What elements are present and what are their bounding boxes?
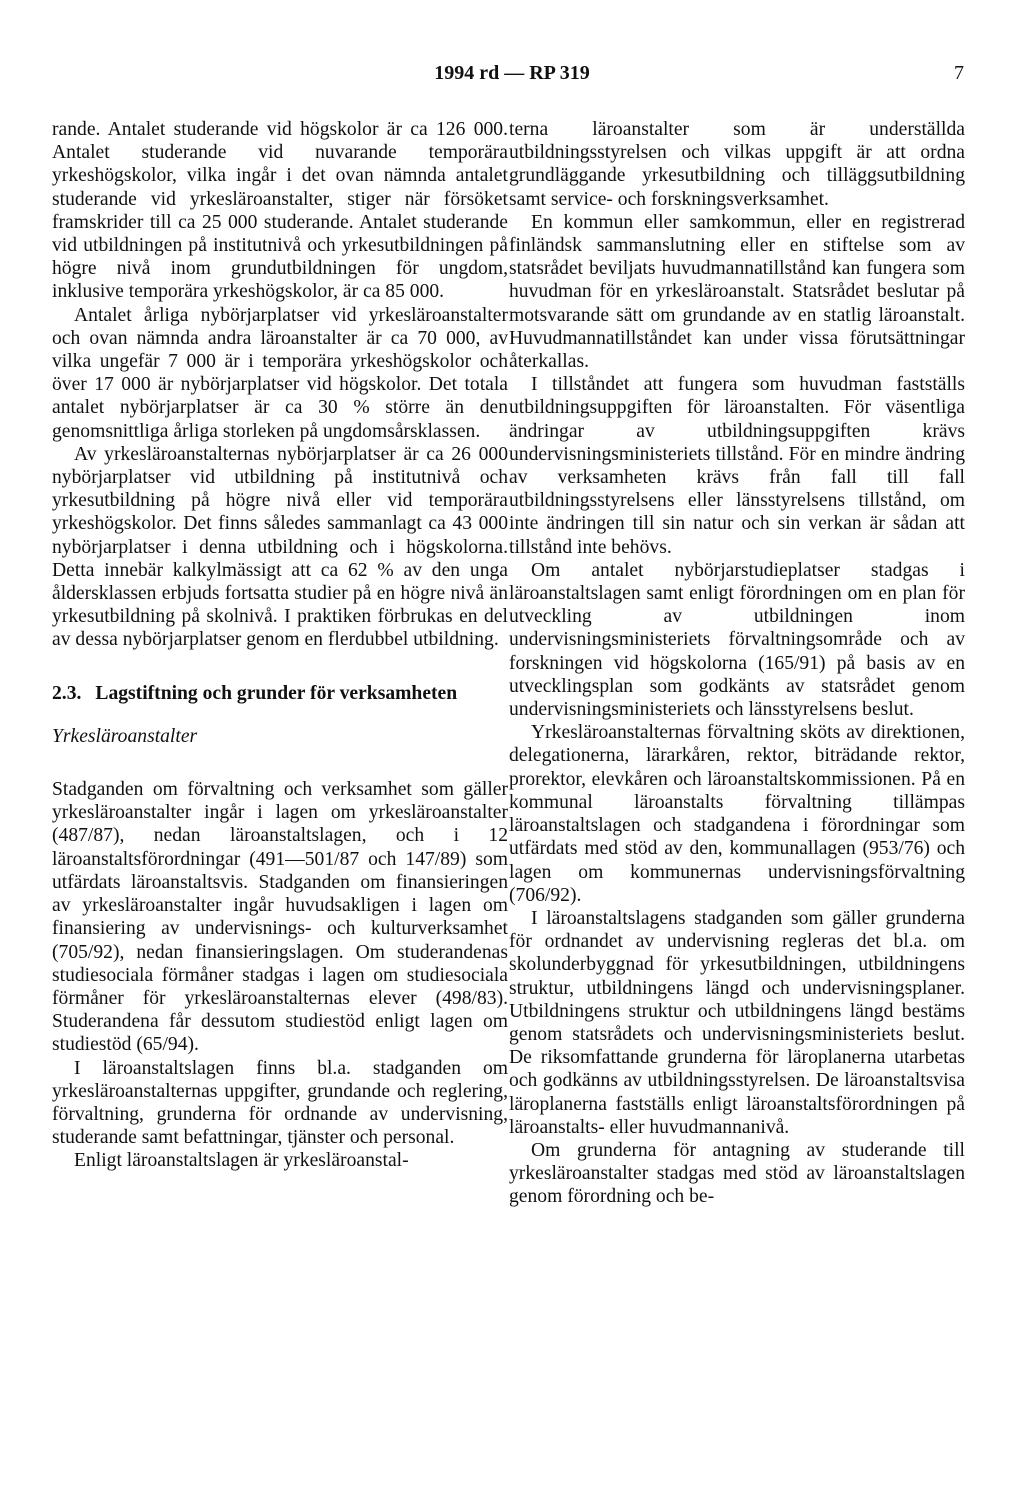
- page-number: 7: [954, 62, 964, 84]
- paragraph: I läroanstaltslagen finns bl.a. stadganden om yrkesläroanstalternas uppgifter, grundande och reglering, förvaltning, grunderna för ordnande av undervisning, studerande samt befattningar, tjänster och personal.: [52, 1057, 508, 1149]
- right-column: [509, 118, 965, 1209]
- paragraph: Om grunderna för antagning av studerande till yrkesläroanstalter stadgas med stöd av läroanstaltslagen genom förordning och be-: [509, 1139, 965, 1208]
- running-head: 1994 rd — RP 319: [434, 62, 590, 84]
- left-column: [52, 118, 508, 1173]
- paragraph: Enligt läroanstaltslagen är yrkesläroanstal-: [74, 1150, 409, 1172]
- paragraph: terna läroanstalter som är underställda utbildningsstyrelsen och vilkas uppgift är att ordna grundläggande yrkesutbildning och tilläggsutbildning samt service- och forskningsverksamhet.: [509, 119, 965, 210]
- paragraph: I tillståndet att fungera som huvudman fastställs utbildningsuppgiften för läroanstalten. För väsentliga ändringar av utbildningsuppgiften krävs undervisningsministeriets tillstånd. För en mindre ändring av verksamheten krävs från fall till fall utbildningsstyrelsens eller länsstyrelsens tillstånd, om inte ändringen till sin natur och sin verkan är sådan att tillstånd inte behövs.: [509, 374, 965, 558]
- paragraph: Stadganden om förvaltning och verksamhet som gäller yrkesläroanstalter ingår i lagen om yrkesläroanstalter (487/87), nedan läroanstaltslagen, och i 12 läroanstaltsförordningar (491—501/87 och 147/89) som utfärdats läroanstaltsvis. Stadganden om finansieringen av yrkesläroanstalter ingår huvudsakligen i lagen om finansiering av undervisnings- och kulturverksamhet (705/92), nedan finansieringslagen. Om studerandenas studiesociala förmåner stadgas i lagen om studiesociala förmåner för yrkesläroanstalternas elever (498/83). Studerandena får dessutom studiestöd enligt lagen om studiestöd (65/94).: [52, 779, 508, 1056]
- paragraph: Yrkesläroanstalternas förvaltning sköts av direktionen, delegationerna, lärarkåren, rektor, biträdande rektor, prorektor, elevkåren och läroanstaltskommissionen. På en kommunal läroanstalts förvaltning tillämpas läroanstaltslagen och stadgandena i förordningar som utfärdats med stöd av den, kommunallagen (953/76) och lagen om kommunernas undervisningsförvaltning (706/92).: [509, 722, 965, 906]
- paragraph: I läroanstaltslagens stadganden som gäller grunderna för ordnandet av undervisning regleras det bl.a. om skolunderbyggnad för yrkesutbildningen, utbildningens struktur, utbildningens längd och undervisningsplaner. Utbildningens struktur och utbildningens längd bestäms genom statsrådets och undervisningsministeriets beslut. De riksomfattande grunderna för läroplanerna utarbetas och godkänns av utbildningsstyrelsen. De läroanstaltsvisa läroplanerna fastställs enligt läroanstaltsförordningen på läroanstalts- eller huvudmannanivå.: [509, 907, 965, 1138]
- section-heading: [52, 682, 508, 705]
- paragraph: En kommun eller samkommun, eller en registrerad finländsk sammanslutning eller en stiftelse som av statsrådet beviljats huvudmannatillstånd kan fungera som huvudman för en yrkesläroanstalt. Statsrådet beslutar på motsvarande sätt om grundande av en statlig läroanstalt. Huvudmannatillståndet kan under vissa förutsättningar återkallas.: [509, 211, 965, 373]
- section-number: 2.3.: [52, 682, 82, 704]
- page-header: [0, 62, 1024, 90]
- section-title: Lagstiftning och grunder för verksamheten: [95, 682, 458, 704]
- paragraph: Om antalet nybörjarstudieplatser stadgas i läroanstaltslagen samt enligt förordningen om en plan för utveckling av utbildningen inom undervisningsministeriets förvaltningsområde och av forskningen vid högskolorna (165/91) på basis av en utvecklingsplan som godkänts av statsrådet genom undervisningsministeriets och länsstyrelsens beslut.: [509, 559, 965, 721]
- paragraph: Antalet årliga nybörjarplatser vid yrkesläroanstalter och ovan nämnda andra läroanstalter är ca 70 000, av vilka ungefär 7 000 är i temporära yrkeshögskolor och över 17 000 är nybörjarplatser vid högskolor. Det totala antalet nybörjarplatser är ca 30 % större än den genomsnittliga årliga storleken på ungdomsårsklassen.: [52, 304, 508, 442]
- subheading: Yrkesläroanstalter: [52, 725, 198, 747]
- paragraph: Av yrkesläroanstalternas nybörjarplatser är ca 26 000 nybörjarplatser vid utbildning på institutnivå och yrkesutbildning på högre nivå eller vid temporära yrkeshögskolor. Det finns således sammanlagt ca 43 000 nybörjarplatser i denna utbildning och i högskolorna. Detta innebär kalkylmässigt att ca 62 % av den unga åldersklassen erbjuds fortsatta studier på en högre nivå än yrkesutbildning på skolnivå. I praktiken förbrukas en del av dessa nybörjarplatser genom en flerdubbel utbildning.: [52, 443, 508, 651]
- paragraph: rande. Antalet studerande vid högskolor är ca 126 000. Antalet studerande vid nuvarande temporära yrkeshögskolor, vilka ingår i det ovan nämnda antalet studerande vid yrkesläroanstalter, stiger när försöket framskrider till ca 25 000 studerande. Antalet studerande vid utbildningen på institutnivå och yrkesutbildningen på högre nivå inom grundutbildningen för ungdom, inklusive temporära yrkeshögskolor, är ca 85 000.: [52, 119, 508, 303]
